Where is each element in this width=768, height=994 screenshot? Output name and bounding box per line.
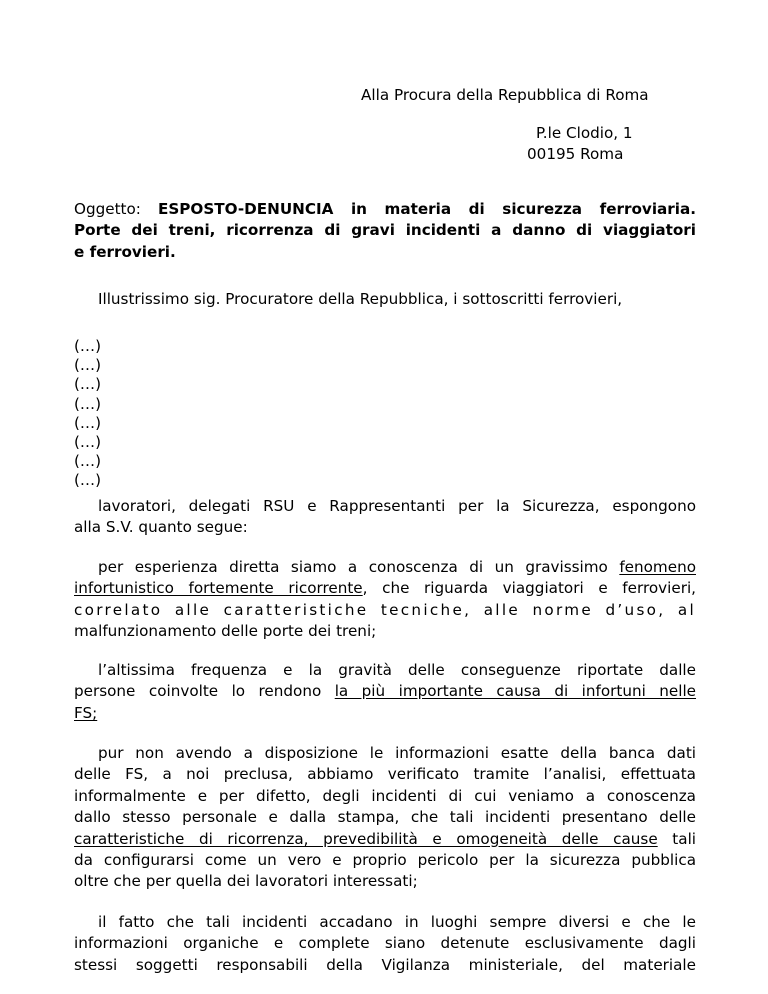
subject-line-1 (74, 199, 696, 220)
signatory: (…) (74, 452, 102, 471)
subject-line-1-rest: in materia di sicurezza ferroviaria. (333, 200, 696, 218)
paragraph-1: per esperienza diretta siamo a conoscenza di un gravissimo fenomeno infortunistico fortemente ricorrente, che riguarda viaggiatori e ferrovieri, correlato alle caratteristiche tecniche, alle norme d’uso, al malfunzionamento delle porte dei treni; (74, 558, 696, 641)
intro-paragraph: lavoratori, delegati RSU e Rappresentanti per la Sicurezza, espongono alla S.V. quanto segue: (74, 497, 696, 537)
signatory: (…) (74, 356, 102, 375)
paragraph-2: l’altissima frequenza e la gravità delle conseguenze riportate dalle persone coinvolte lo rendono la più importante causa di infortuni nelle FS; (74, 661, 697, 722)
signatory: (…) (74, 375, 102, 394)
paragraph-4: il fatto che tali incidenti accadano in luoghi sempre diversi e che le informazioni organiche e complete siano detenute esclusivamente dagli stessi soggetti responsabili della Vigilanza ministeriale, del materiale (74, 913, 696, 974)
subject-line-2: Porte dei treni, ricorrenza di gravi incidenti a danno di viaggiatori (74, 221, 696, 240)
subject-title: ESPOSTO-DENUNCIA (157, 200, 334, 218)
subject (74, 199, 696, 263)
greeting: Illustrissimo sig. Procuratore della Repubblica, i sottoscritti ferrovieri, (98, 290, 623, 308)
recipient-name: Alla Procura della Repubblica di Roma (361, 86, 649, 104)
subject-label: Oggetto: (74, 200, 158, 218)
signatory: (…) (74, 337, 102, 355)
paragraph-3: pur non avendo a disposizione le informazioni esatte della banca dati delle FS, a noi preclusa, abbiamo verificato tramite l’analisi, effettuata informalmente e per difetto, degli incidenti di cui veniamo a conoscenza dallo stesso personale e dalla stampa, che tali incidenti presentano delle caratteristiche di ricorrenza, prevedibilità e omogeneità delle cause tali da configurarsi come un vero e proprio pericolo per la sicurezza pubblica oltre che per quella dei lavoratori interessati; (74, 744, 697, 891)
signatory: (…) (74, 471, 102, 490)
recipient-city: 00195 Roma (527, 145, 624, 163)
subject-line-3: e ferrovieri. (74, 242, 176, 261)
signatory: (…) (74, 432, 102, 451)
recipient-street: P.le Clodio, 1 (536, 124, 633, 142)
signatories-list (74, 337, 101, 491)
signatory: (…) (74, 394, 102, 413)
signatory: (…) (74, 413, 102, 432)
